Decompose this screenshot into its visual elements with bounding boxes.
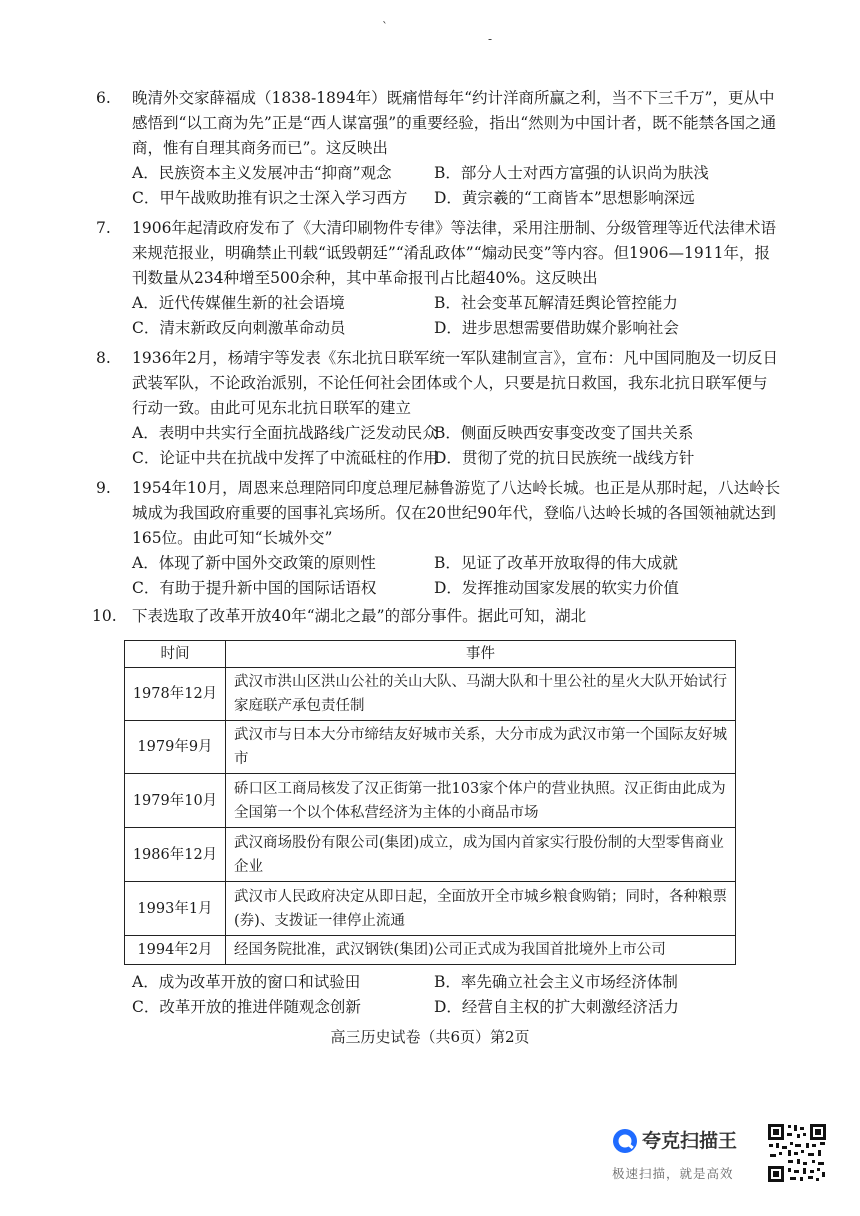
option-c: C．有助于提升新中国的国际话语权 bbox=[132, 579, 377, 597]
question-number: 8. bbox=[96, 349, 111, 367]
scanner-watermark bbox=[612, 1122, 772, 1186]
question-stem: 1906年起清政府发布了《大清印刷物件专律》等法律，采用注册制、分级管理等近代法律术语来规范报业，明确禁止刊载“诋毁朝廷”“淆乱政体”“煽动民变”等内容。但1906—1911年，报刊数量从234种增至500余种，其中革命报刊占比超40%。这反映出 bbox=[132, 219, 776, 287]
qr-code-icon bbox=[766, 1122, 828, 1184]
table-row bbox=[125, 882, 736, 936]
option-a: A．表明中共实行全面抗战路线广泛发动民众 bbox=[132, 424, 438, 442]
question-stem: 1936年2月，杨靖宇等发表《东北抗日联军统一军队建制宣言》，宣布：凡中国同胞及一切反日武装军队，不论政治派别，不论任何社会团体或个人，只要是抗日救国，我东北抗日联军便与行动一致。由此可见东北抗日联军的建立 bbox=[132, 349, 779, 417]
table-row bbox=[125, 936, 736, 965]
option-d: D．贯彻了党的抗日民族统一战线方针 bbox=[434, 449, 695, 467]
question-10 bbox=[92, 604, 782, 629]
table-row bbox=[125, 828, 736, 882]
question-number: 7. bbox=[96, 219, 111, 237]
option-c: C．改革开放的推进伴随观念创新 bbox=[132, 998, 361, 1016]
quark-logo-icon bbox=[612, 1128, 638, 1154]
option-b: B．侧面反映西安事变改变了国共关系 bbox=[434, 424, 694, 442]
question-options bbox=[132, 161, 782, 211]
question-6 bbox=[96, 86, 782, 211]
event-time: 1979年9月 bbox=[125, 721, 226, 774]
table-row bbox=[125, 774, 736, 828]
option-c: C．清末新政反向刺激革命动员 bbox=[132, 319, 346, 337]
column-header-event: 事件 bbox=[226, 641, 736, 668]
event-time: 1978年12月 bbox=[125, 668, 226, 721]
scan-mark: - bbox=[488, 32, 493, 46]
event-time: 1994年2月 bbox=[125, 936, 226, 965]
option-b: B．部分人士对西方富强的认识尚为肤浅 bbox=[434, 164, 709, 182]
option-d: D．进步思想需要借助媒介影响社会 bbox=[434, 319, 679, 337]
event-description: 武汉市人民政府决定从即日起，全面放开全市城乡粮食购销；同时，各种粮票(券)、支拨证一律停止流通 bbox=[226, 882, 736, 936]
option-b: B．见证了改革开放取得的伟大成就 bbox=[434, 554, 678, 572]
scanner-slogan: 极速扫描，就是高效 bbox=[612, 1166, 734, 1181]
question-stem: 晚清外交家薛福成（1838-1894年）既痛惜每年“约计洋商所赢之利，当不下三千万”，更从中感悟到“以工商为先”正是“西人谋富强”的重要经验，指出“然则为中国计者，既不能禁各国之通商，惟有自理其商务而已”。这反映出 bbox=[132, 89, 777, 157]
option-d: D．经营自主权的扩大刺激经济活力 bbox=[434, 998, 679, 1016]
event-description: 武汉市与日本大分市缔结友好城市关系，大分市成为武汉市第一个国际友好城市 bbox=[226, 721, 736, 774]
scanner-brand-name: 夸克扫描王 bbox=[642, 1130, 738, 1152]
question-10-options bbox=[102, 970, 782, 1020]
event-description: 经国务院批准，武汉钢铁(集团)公司正式成为我国首批境外上市公司 bbox=[226, 936, 736, 965]
table-row bbox=[125, 721, 736, 774]
option-a: A．体现了新中国外交政策的原则性 bbox=[132, 554, 376, 572]
question-7 bbox=[96, 216, 782, 341]
event-time: 1993年1月 bbox=[125, 882, 226, 936]
table-row bbox=[125, 668, 736, 721]
option-a: A．近代传媒催生新的社会语境 bbox=[132, 294, 345, 312]
column-header-time: 时间 bbox=[125, 641, 226, 668]
question-number: 9. bbox=[96, 479, 111, 497]
events-table bbox=[124, 640, 736, 965]
event-description: 硚口区工商局核发了汉正街第一批103家个体户的营业执照。汉正街由此成为全国第一个以个体私营经济为主体的小商品市场 bbox=[226, 774, 736, 828]
question-number: 10. bbox=[92, 607, 117, 625]
scan-mark: ` bbox=[382, 20, 388, 34]
option-a: A．成为改革开放的窗口和试验田 bbox=[132, 973, 361, 991]
question-options bbox=[132, 551, 782, 601]
event-time: 1986年12月 bbox=[125, 828, 226, 882]
question-options bbox=[132, 421, 782, 471]
question-stem: 1954年10月，周恩来总理陪同印度总理尼赫鲁游览了八达岭长城。也正是从那时起，八达岭长城成为我国政府重要的国事礼宾场所。仅在20世纪90年代，登临八达岭长城的各国领袖就达到165位。由此可知“长城外交” bbox=[132, 479, 781, 547]
question-number: 6. bbox=[96, 89, 111, 107]
event-time: 1979年10月 bbox=[125, 774, 226, 828]
option-d: D．黄宗羲的“工商皆本”思想影响深远 bbox=[434, 189, 695, 207]
option-a: A．民族资本主义发展冲击“抑商”观念 bbox=[132, 164, 392, 182]
question-options bbox=[132, 291, 782, 341]
event-description: 武汉市洪山区洪山公社的关山大队、马湖大队和十里公社的星火大队开始试行家庭联产承包责任制 bbox=[226, 668, 736, 721]
question-stem: 下表选取了改革开放40年“湖北之最”的部分事件。据此可知，湖北 bbox=[132, 607, 587, 625]
table-header-row bbox=[125, 641, 736, 668]
option-b: B．率先确立社会主义市场经济体制 bbox=[434, 973, 678, 991]
option-c: C．论证中共在抗战中发挥了中流砥柱的作用 bbox=[132, 449, 439, 467]
option-c: C．甲午战败助推有识之士深入学习西方 bbox=[132, 189, 408, 207]
option-d: D．发挥推动国家发展的软实力价值 bbox=[434, 579, 679, 597]
event-description: 武汉商场股份有限公司(集团)成立，成为国内首家实行股份制的大型零售商业企业 bbox=[226, 828, 736, 882]
question-options bbox=[132, 970, 782, 1020]
question-9 bbox=[96, 476, 782, 601]
question-8 bbox=[96, 346, 782, 471]
option-b: B．社会变革瓦解清廷舆论管控能力 bbox=[434, 294, 678, 312]
page-footer: 高三历史试卷（共6页）第2页 bbox=[330, 1028, 530, 1046]
